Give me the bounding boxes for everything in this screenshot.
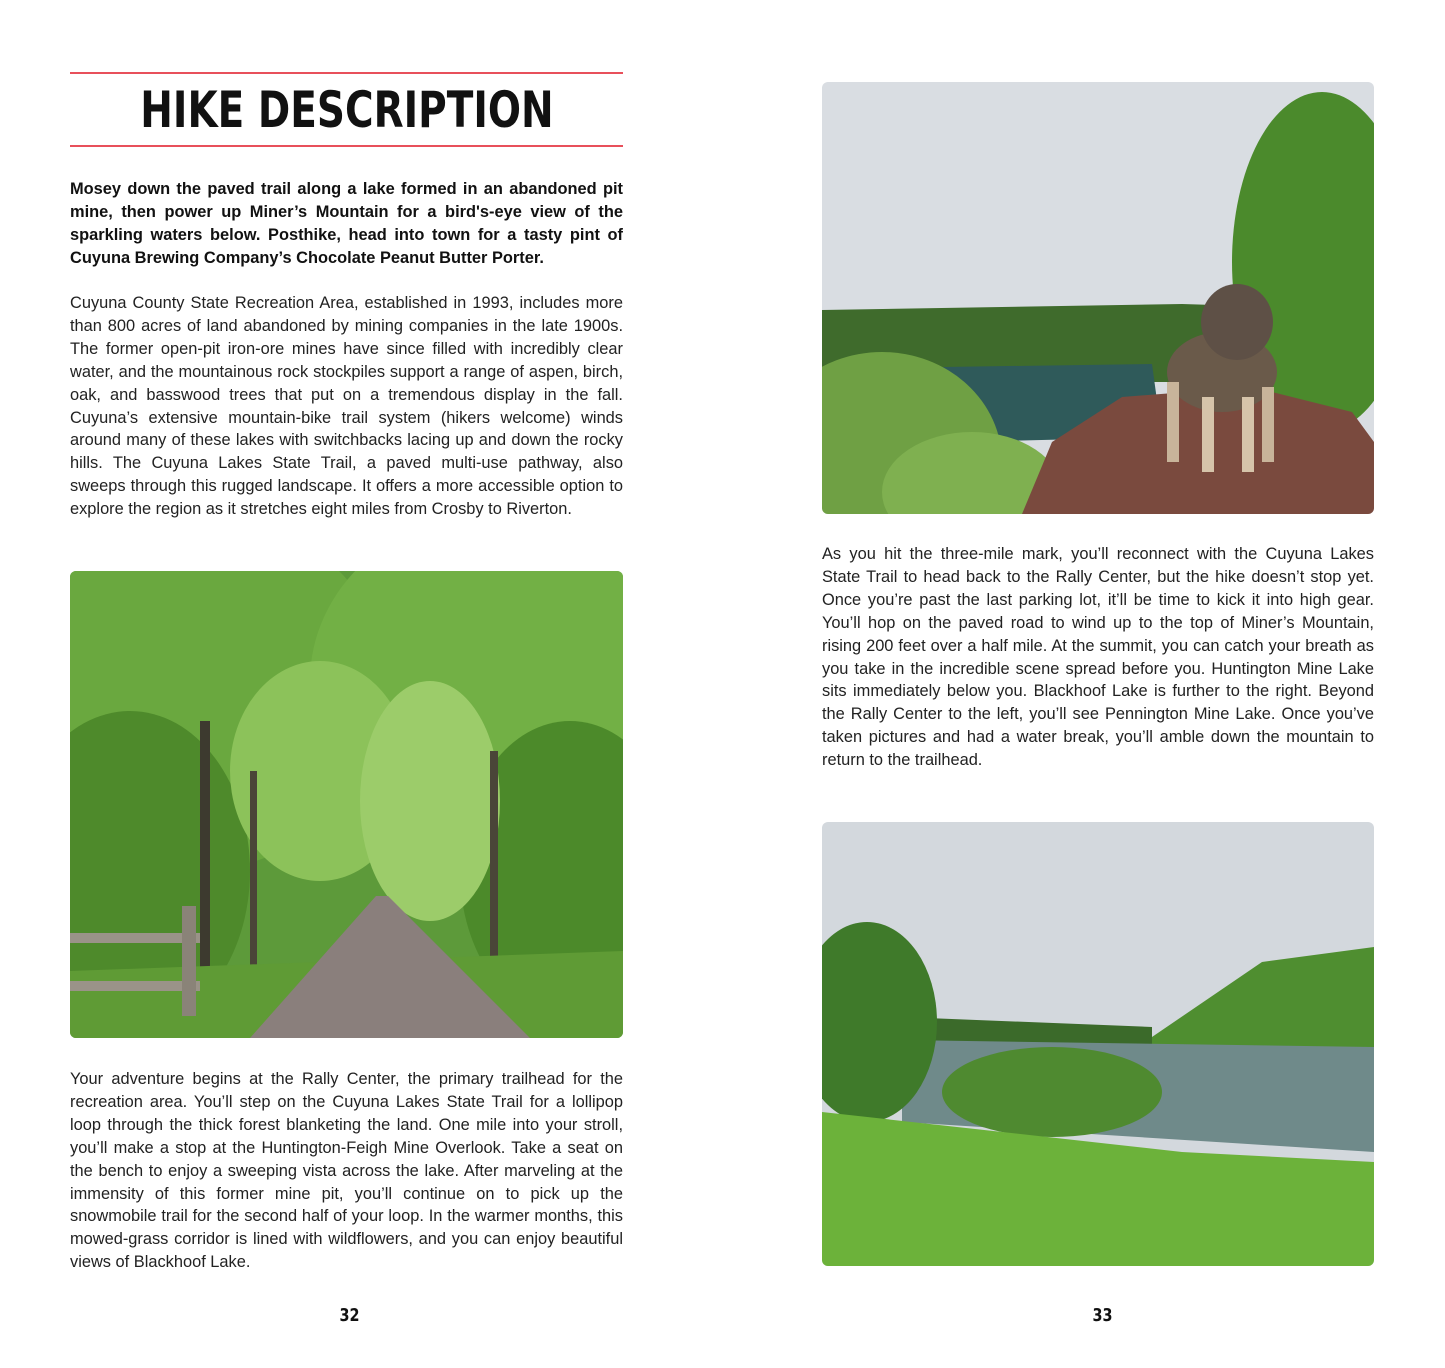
- page-number-right: 33: [1092, 1305, 1113, 1326]
- lead-paragraph: Mosey down the paved trail along a lake formed in an abandoned pit mine, then power up Miner’s Mountain for a bird's-eye view of the sparkling waters below. Posthike, head into town for a tasty pint of Cuyuna Brewing Company’s Chocolate Peanut Butter Porter.: [70, 180, 623, 267]
- dog-overlook-photo: [822, 82, 1374, 514]
- section-heading: HIKE DESCRIPTION: [139, 80, 554, 139]
- lake-shore-photo: [822, 822, 1374, 1266]
- section-heading-box: [70, 72, 623, 147]
- page-number-left: 32: [339, 1305, 360, 1326]
- body-paragraph-1: Cuyuna County State Recreation Area, established in 1993, includes more than 800 acres of land abandoned by mining companies in the late 1900s. The former open-pit iron-ore mines have since filled with incredibly clear water, and the mountainous rock stockpiles support a range of aspen, birch, oak, and basswood trees that put on a tremendous display in the fall. Cuyuna’s extensive mountain-bike trail system (hikers welcome) winds around many of these lakes with switchbacks lacing up and down the rocky hills. The Cuyuna Lakes State Trail, a paved multi-use pathway, also sweeps through this rugged landscape. It offers a more accessible option to explore the region as it stretches eight miles from Crosby to Riverton.: [70, 294, 623, 519]
- left-page: [0, 0, 722, 1368]
- body-paragraph-2: Your adventure begins at the Rally Center, the primary trailhead for the recreation area. You’ll step on the Cuyuna Lakes State Trail for a lollipop loop through the thick forest blanketing the land. One mile into your stroll, you’ll make a stop at the Huntington-Feigh Mine Overlook. Take a seat on the bench to enjoy a sweeping vista across the lake. After marveling at the immensity of this former mine pit, you’ll continue on to pick up the snowmobile trail for the second half of your loop. In the warmer months, this mowed-grass corridor is lined with wildflowers, and you can enjoy beautiful views of Blackhoof Lake.: [70, 1070, 623, 1272]
- right-page: [722, 0, 1445, 1368]
- body-paragraph-3: As you hit the three-mile mark, you’ll reconnect with the Cuyuna Lakes State Trail to head back to the Rally Center, but the hike doesn’t stop yet. Once you’re past the last parking lot, it’ll be time to kick it into high gear. You’ll hop on the paved road to wind up to the top of Miner’s Mountain, rising 200 feet over a half mile. At the summit, you can catch your breath as you take in the incredible scene spread before you. Huntington Mine Lake sits immediately below you. Blackhoof Lake is further to the right. Beyond the Rally Center to the left, you’ll see Pennington Mine Lake. Once you’ve taken pictures and had a water break, you’ll amble down the mountain to return to the trailhead.: [822, 545, 1374, 770]
- trail-photo: [70, 571, 623, 1038]
